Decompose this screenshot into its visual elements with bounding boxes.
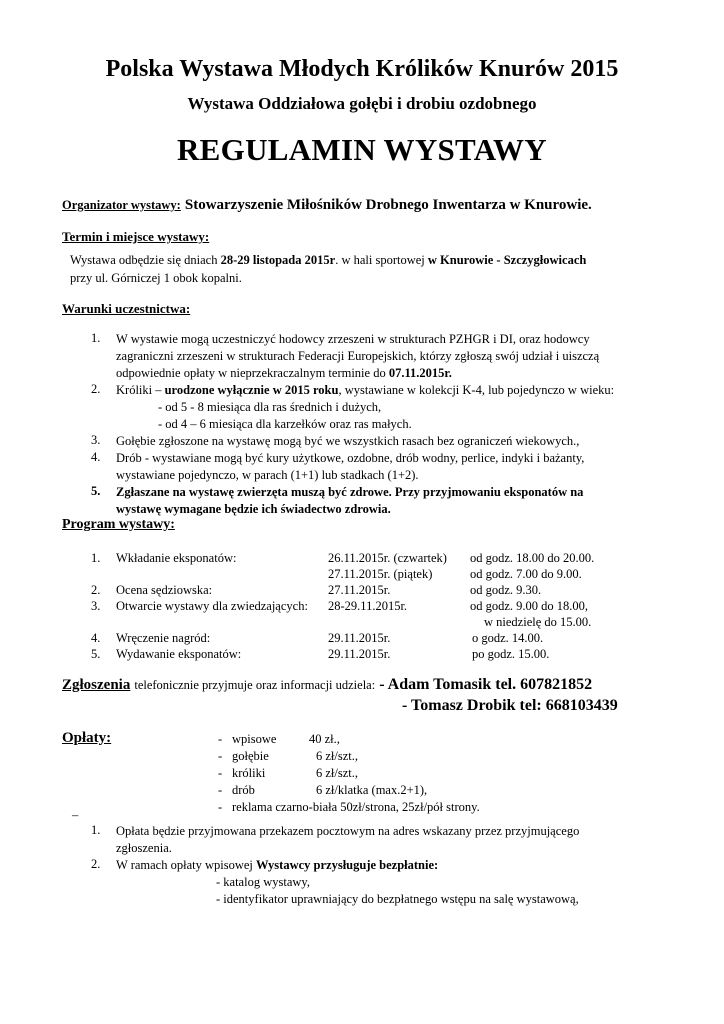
term-dates: 28-29 listopada 2015r (220, 253, 336, 267)
fee-value: 40 zł., (309, 732, 340, 746)
note-1-line-1: Opłata będzie przyjmowana przekazem pocztowym na adres wskazany przez przyjmującego (116, 824, 580, 838)
condition-1-line-3: odpowiednie opłaty w nieprzekraczalnym terminie do 07.11.2015r. (116, 366, 452, 380)
contact-2: - Tomasz Drobik tel: 668103439 (402, 697, 618, 714)
program-row-name: Otwarcie wystawy dla zwiedzających: (116, 599, 308, 613)
term-location: w Knurowie - Szczygłowicach (427, 253, 587, 267)
program-label: Program wystawy: (62, 517, 175, 532)
fee-dash: - (218, 732, 223, 746)
condition-5-line-2: wystawę wymagane będzie ich świadectwo zdrowia. (116, 502, 391, 516)
condition-2-bold: urodzone wyłącznie w 2015 roku (164, 383, 339, 397)
note-1-line-2: zgłoszenia. (116, 841, 172, 855)
note-2-sub-1: - katalog wystawy, (216, 875, 310, 889)
program-row-time: od godz. 7.00 do 9.00. (470, 567, 582, 581)
program-row-number: 4. (91, 631, 101, 645)
note-1-number: 1. (91, 823, 101, 837)
fee-dash: - (218, 800, 223, 814)
applications-line (62, 676, 592, 694)
program-row-date: 27.11.2015r. (piątek) (328, 567, 433, 581)
stray-dash: – (72, 808, 79, 822)
program-row-number: 3. (91, 599, 101, 613)
applications-label: Zgłoszenia (62, 677, 131, 693)
term-text-a: Wystawa odbędzie się dniach (70, 253, 221, 267)
contact-1: - Adam Tomasik tel. 607821852 (379, 676, 593, 693)
program-row-number: 5. (91, 647, 101, 661)
page-subtitle: Wystawa Oddziałowa gołębi i drobiu ozdobnego (187, 94, 537, 113)
conditions-label: Warunki uczestnictwa: (62, 301, 191, 316)
fee-name: gołębie (232, 749, 269, 763)
condition-5-number: 5. (91, 484, 101, 498)
applications-text: telefonicznie przyjmuje oraz informacji udziela: (134, 678, 376, 692)
program-row-time: w niedzielę do 15.00. (484, 615, 592, 629)
document-heading: REGULAMIN WYSTAWY (177, 132, 547, 167)
program-row-time: od godz. 9.30. (470, 583, 542, 597)
page-title: Polska Wystawa Młodych Królików Knurów 2015 (105, 56, 619, 82)
organizer-value: Stowarzyszenie Miłośników Drobnego Inwentarza w Knurowie. (184, 197, 592, 213)
program-row-time: o godz. 14.00. (472, 631, 544, 645)
fee-value: 6 zł/szt., (316, 766, 359, 780)
fee-name: drób (232, 783, 255, 797)
condition-3-line: Gołębie zgłoszone na wystawę mogą być we wszystkich rasach bez ograniczeń wiekowych., (116, 434, 580, 448)
note-2-number: 2. (91, 857, 101, 871)
program-row-number: 2. (91, 583, 101, 597)
note-2-line-1: W ramach opłaty wpisowej Wystawcy przysługuje bezpłatnie: (116, 858, 439, 872)
organizer-label: Organizator wystawy: (62, 198, 181, 212)
term-label: Termin i miejsce wystawy: (62, 229, 210, 244)
term-text-c: . w hali sportowej (335, 253, 428, 267)
fee-name: króliki (232, 766, 266, 780)
condition-4-line-1: Drób - wystawiane mogą być kury użytkowe, ozdobne, drób wodny, perlice, indyki i bażanty, (116, 451, 585, 465)
term-line-1 (70, 252, 586, 269)
condition-2-number: 2. (91, 382, 101, 396)
program-row-date: 27.11.2015r. (328, 583, 391, 597)
condition-2-sub-1: - od 5 - 8 miesiąca dla ras średnich i dużych, (158, 400, 382, 414)
program-row-name: Wręczenie nagród: (116, 631, 211, 645)
fee-name: reklama czarno-biała 50zł/strona, 25zł/pół strony. (232, 800, 480, 814)
term-line-2: przy ul. Górniczej 1 obok kopalni. (70, 271, 242, 285)
program-row-date: 28-29.11.2015r. (328, 599, 408, 613)
organizer-line (62, 196, 592, 214)
fee-dash: - (218, 749, 223, 763)
condition-1-deadline: 07.11.2015r. (388, 366, 452, 380)
note-2-bold: Wystawcy przysługuje bezpłatnie: (256, 858, 439, 872)
condition-2-sub-2: - od 4 – 6 miesiąca dla karzełków oraz ras małych. (158, 417, 412, 431)
condition-4-line-2: wystawiane pojedynczo, w parach (1+1) lub stadkach (1+2). (116, 468, 419, 482)
fee-dash: - (218, 783, 223, 797)
note-2-sub-2: - identyfikator uprawniający do bezpłatnego wstępu na salę wystawową, (216, 892, 579, 906)
condition-5-line-1: Zgłaszane na wystawę zwierzęta muszą być zdrowe. Przy przyjmowaniu eksponatów na (116, 485, 584, 499)
program-row-date: 29.11.2015r. (328, 631, 391, 645)
program-row-name: Wkładanie eksponatów: (116, 551, 237, 565)
fees-label: Opłaty: (62, 730, 112, 746)
condition-1-line-1: W wystawie mogą uczestniczyć hodowcy zrzeszeni w strukturach PZHGR i DI, oraz hodowcy (116, 332, 590, 346)
fee-value: 6 zł/klatka (max.2+1), (316, 783, 428, 797)
program-row-time: po godz. 15.00. (472, 647, 550, 661)
program-row-date: 29.11.2015r. (328, 647, 391, 661)
program-row-name: Ocena sędziowska: (116, 583, 213, 597)
program-row-time: od godz. 18.00 do 20.00. (470, 551, 595, 565)
condition-1-number: 1. (91, 331, 101, 345)
condition-3-number: 3. (91, 433, 101, 447)
program-row-number: 1. (91, 551, 101, 565)
fee-value: 6 zł/szt., (316, 749, 359, 763)
fee-name: wpisowe (232, 732, 277, 746)
program-row-name: Wydawanie eksponatów: (116, 647, 242, 661)
condition-4-number: 4. (91, 450, 101, 464)
condition-1-line-2: zagraniczni zrzeszeni w strukturach Federacji Europejskich, którzy zgłoszą swój udział i uiszczą (116, 349, 600, 363)
fee-dash: - (218, 766, 223, 780)
program-row-date: 26.11.2015r. (czwartek) (328, 551, 447, 565)
condition-2-line-1: Króliki – urodzone wyłącznie w 2015 roku, wystawiane w kolekcji K-4, lub pojedynczo w wieku: (116, 383, 615, 397)
program-row-time: od godz. 9.00 do 18.00, (470, 599, 589, 613)
